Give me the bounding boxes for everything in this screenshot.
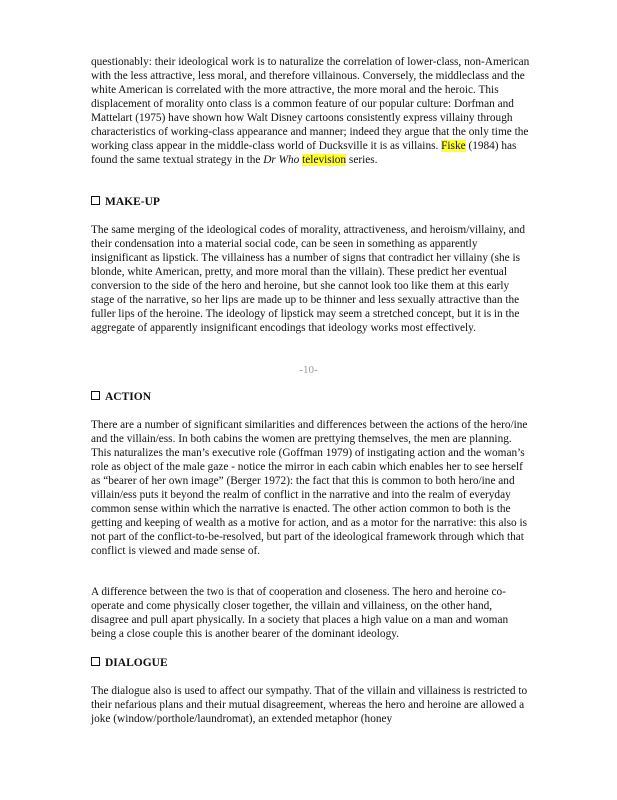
highlight-fiske: Fiske xyxy=(441,140,466,152)
checkbox-square-icon xyxy=(91,196,100,205)
paragraph-makeup: The same merging of the ideological codes of morality, attractiveness, and heroism/villainy, and their condensation into a material social code, can be seen in something as apparently insignificant as lipstick. The villainess has a number of signs that contradict her villainy (she is blonde, white American, pretty, and more moral than the villain). These predict her eventual conversion to the side of the hero and heroine, but she cannot look too like them at this early stage of the narrative, so her lips are made up to be thinner and less sexually attractive than the fuller lips of the heroine. The ideology of lipstick may seem a stretched concept, but it is in the aggregate of apparently insignificant encodings that ideology works most effectively. xyxy=(91,224,526,334)
checkbox-square-icon xyxy=(91,657,100,666)
paragraph-difference: A difference between the two is that of cooperation and closeness. The hero and heroine co-operate and come physically closer together, the villain and villainess, on the other hand, disagree and pull apart physically. In a society that places a high value on a man and woman being a close couple this is another bearer of the dominant ideology. xyxy=(91,586,509,640)
page-number: -10- xyxy=(299,364,318,376)
title-dr-who: Dr Who xyxy=(263,154,300,166)
heading-makeup: MAKE-UP xyxy=(91,195,160,209)
paragraph-dialogue: The dialogue also is used to affect our sympathy. That of the villain and villainess is restricted to their nefarious plans and their mutual disagreement, whereas the hero and heroine are allowed a joke (window/porthole/laundromat), an extended metaphor (honey xyxy=(91,685,528,725)
paragraph-class-correlation: questionably: their ideological work is to naturalize the correlation of lower-class, non-American with the less attractive, less moral, and therefore villainous. Conversely, the middleclass and the white American is correlated with the more attractive, the more moral and the heroic. This displacement of morality onto class is a common feature of our popular culture: Dorfman and Mattelart (1975) have shown how Walt Disney cartoons consistently express villainy through characteristics of working-class appearance and manner; indeed they argue that the only time the working class appear in the middle-class world of Ducksville it is as villains. Fiske (1984) has found the same textual strategy in the Dr Who television series. xyxy=(91,56,530,166)
heading-dialogue: DIALOGUE xyxy=(91,656,168,670)
highlight-television: television xyxy=(302,154,347,166)
heading-action: ACTION xyxy=(91,390,151,404)
paragraph-action: There are a number of significant similarities and differences between the actions of the hero/ine and the villain/ess. In both cabins the women are prettying themselves, the men are planning. This naturalizes the man’s executive role (Goffman 1979) of instigating action and the woman’s role as object of the male gaze - notice the mirror in each cabin which enables her to see herself as “bearer of her own image” (Berger 1972): the fact that this is common to both hero/ine and villain/ess puts it beyond the realm of conflict in the narrative and into the realm of everyday common sense within which the narrative is enacted. The other action common to both is the getting and keeping of wealth as a motive for action, and as a motor for the narrative: this also is not part of the conflict-to-be-resolved, but part of the ideological framework through which that conflict is viewed and made sense of. xyxy=(91,419,528,557)
checkbox-square-icon xyxy=(91,391,100,400)
